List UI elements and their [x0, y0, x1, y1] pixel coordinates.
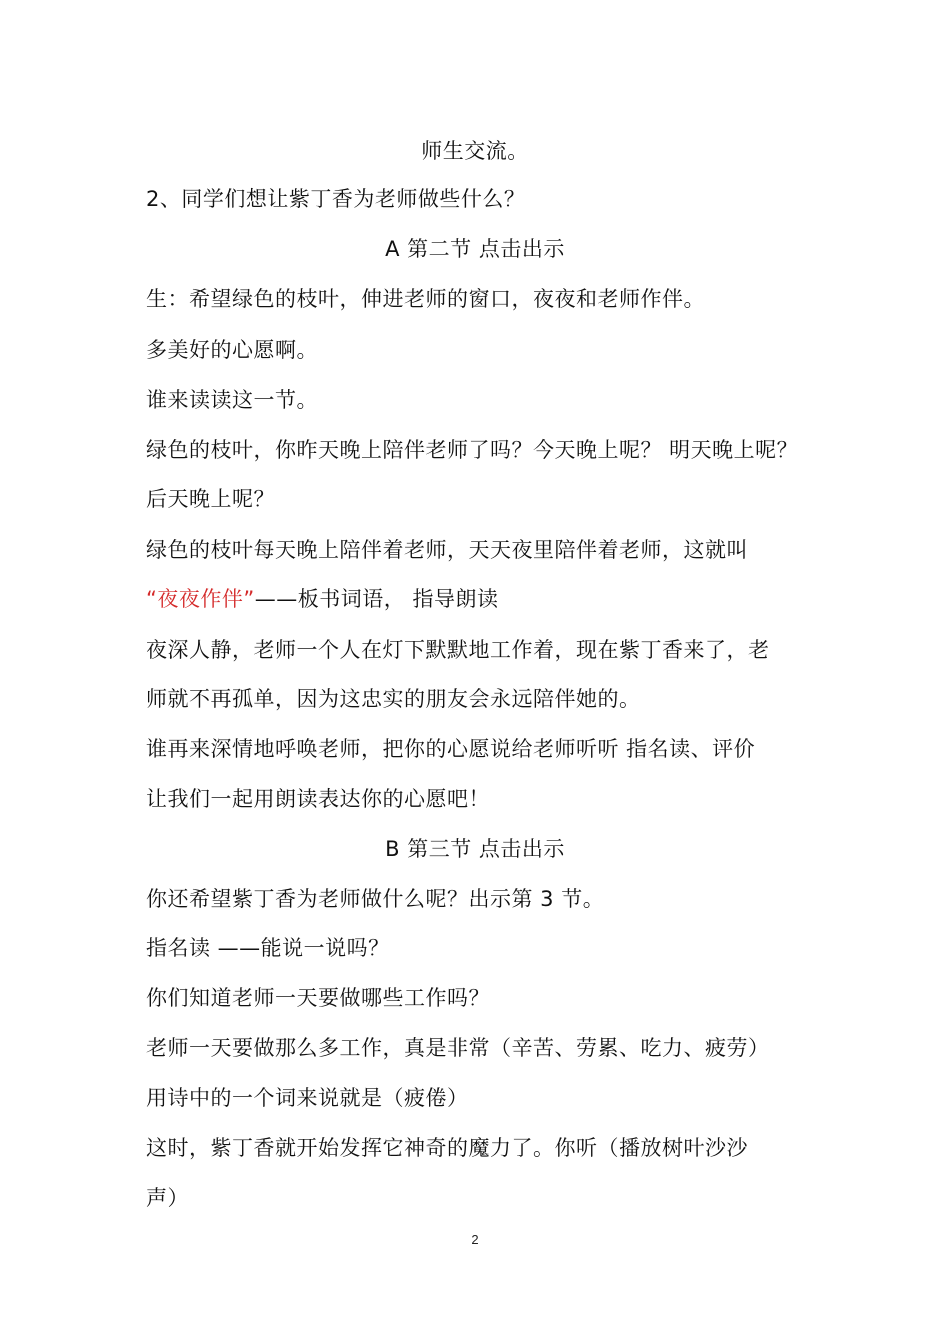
paragraph-line: 多美好的心愿啊。 [146, 338, 318, 362]
paragraph-line: 老师一天要做那么多工作，真是非常（辛苦、劳累、吃力、疲劳） [146, 1036, 770, 1060]
page-number: 2 [471, 1232, 479, 1247]
paragraph-line: 夜深人静，老师一个人在灯下默默地工作着，现在紫丁香来了，老 [146, 638, 770, 662]
paragraph-line: 谁来读读这一节。 [146, 388, 318, 412]
paragraph-line: 你还希望紫丁香为老师做什么呢？出示第 3 节。 [146, 887, 605, 911]
paragraph-line: 声） [146, 1186, 189, 1210]
paragraph-line: 2、同学们想让紫丁香为老师做些什么？ [146, 187, 526, 211]
paragraph-line: 生：希望绿色的枝叶，伸进老师的窗口，夜夜和老师作伴。 [146, 287, 705, 311]
paragraph-line: 师生交流。 [421, 139, 529, 163]
section-heading-b: B 第三节 点击出示 [385, 837, 565, 861]
paragraph-line: 绿色的枝叶，你昨天晚上陪伴老师了吗？今天晚上呢？ 明天晚上呢？ [146, 438, 799, 462]
paragraph-line: 你们知道老师一天要做哪些工作吗？ [146, 986, 490, 1010]
highlighted-phrase: “夜夜作伴” [146, 587, 255, 611]
board-note: ——板书词语， 指导朗读 [254, 587, 499, 611]
paragraph-line: 这时，紫丁香就开始发挥它神奇的魔力了。你听（播放树叶沙沙 [146, 1136, 748, 1160]
paragraph-line: 用诗中的一个词来说就是（疲倦） [146, 1086, 469, 1110]
paragraph-line: 指名读 ——能说一说吗？ [146, 936, 390, 960]
paragraph-line [146, 586, 498, 612]
paragraph-line: 后天晚上呢？ [146, 487, 275, 511]
section-heading-a: A 第二节 点击出示 [385, 237, 565, 261]
paragraph-line: 绿色的枝叶每天晚上陪伴着老师，天天夜里陪伴着老师，这就叫 [146, 538, 748, 562]
paragraph-line: 让我们一起用朗读表达你的心愿吧！ [146, 787, 490, 811]
paragraph-line: 谁再来深情地呼唤老师，把你的心愿说给老师听听 指名读、评价 [146, 737, 756, 761]
paragraph-line: 师就不再孤单，因为这忠实的朋友会永远陪伴她的。 [146, 687, 641, 711]
